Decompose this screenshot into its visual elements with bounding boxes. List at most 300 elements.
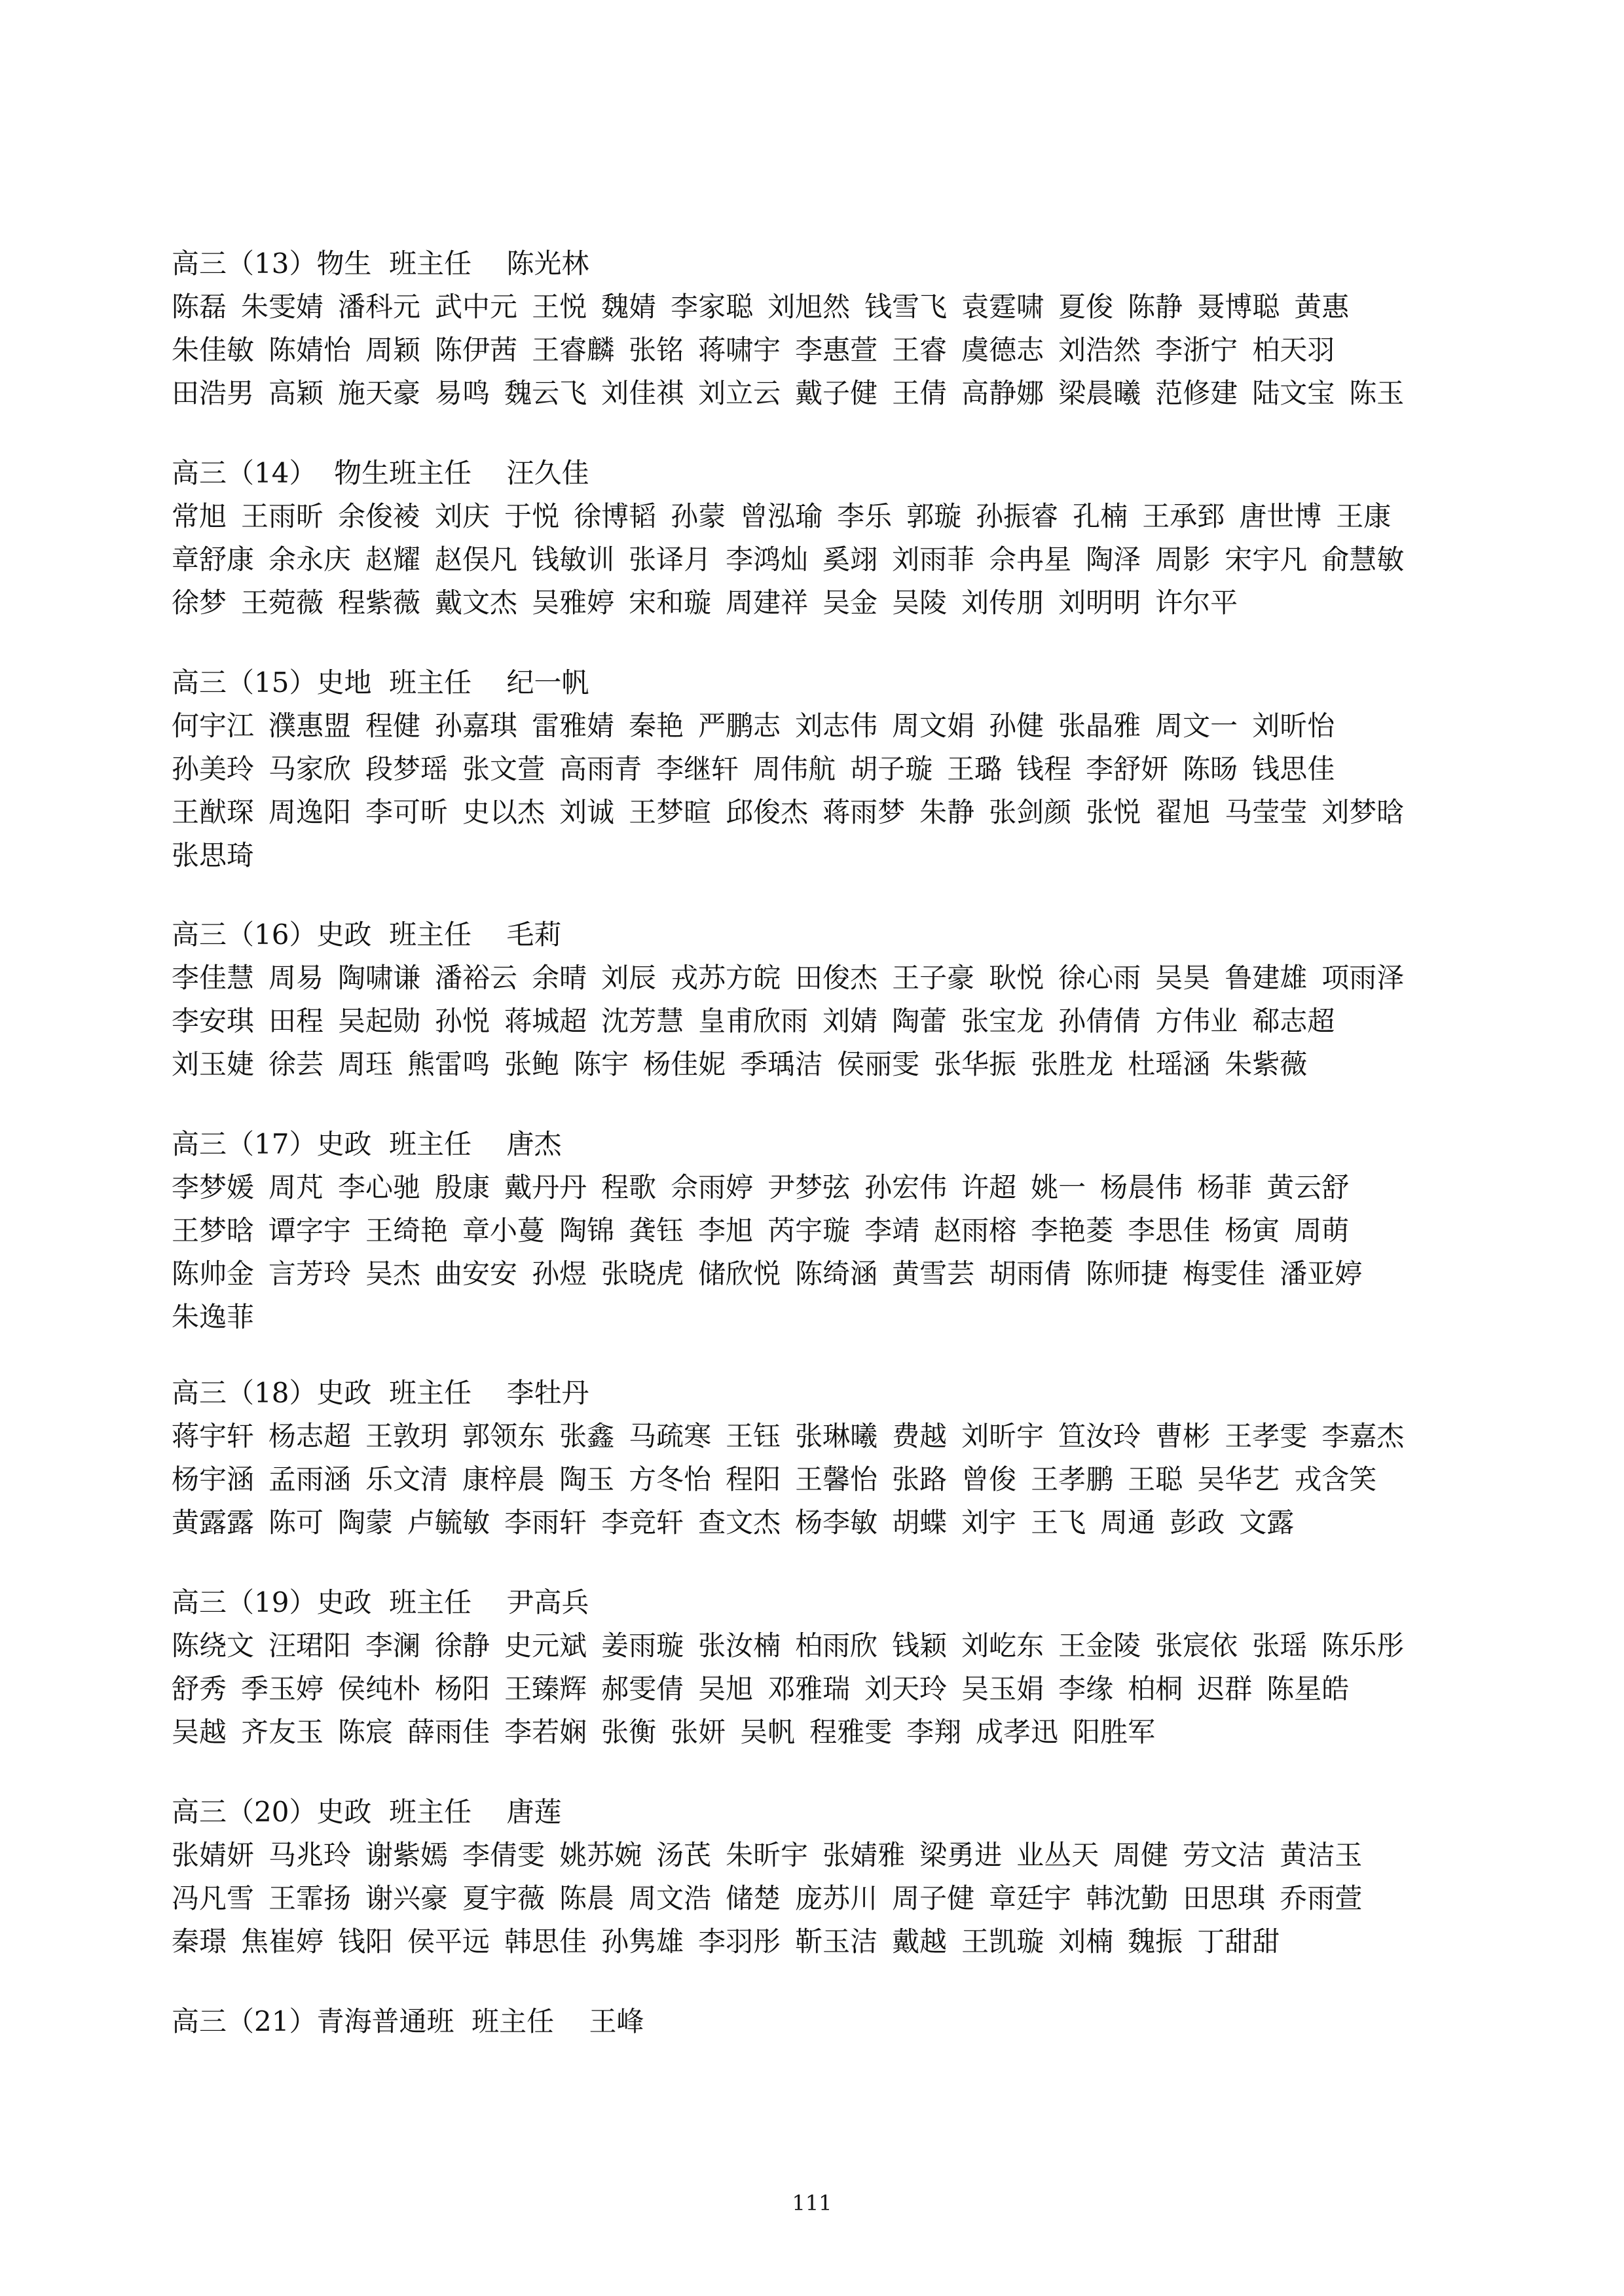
student-name: 王孝鹏 xyxy=(1031,1463,1114,1495)
student-name: 朱雯婧 xyxy=(241,291,324,323)
student-name: 陶蕾 xyxy=(892,1005,948,1037)
student-name: 康梓晨 xyxy=(462,1463,545,1495)
name-row xyxy=(172,1920,1475,1963)
student-name: 王梦晗 xyxy=(172,1214,255,1247)
student-name: 聂博聪 xyxy=(1197,291,1280,323)
student-name: 周芃 xyxy=(268,1171,324,1203)
student-name: 程健 xyxy=(365,710,421,742)
student-name: 赵耀 xyxy=(365,543,421,575)
student-name: 周颖 xyxy=(365,334,421,366)
student-name: 吴杰 xyxy=(365,1258,421,1290)
student-name: 李继轩 xyxy=(656,753,739,785)
student-name: 孔楠 xyxy=(1073,500,1128,532)
class-header: 高三（13）物生 班主任 陈光林 xyxy=(172,247,589,280)
student-names xyxy=(172,1834,1475,1963)
name-row xyxy=(172,581,1475,625)
student-name: 殷康 xyxy=(435,1171,490,1203)
student-name: 鲁建雄 xyxy=(1225,962,1308,994)
student-name: 陈帅金 xyxy=(172,1258,255,1290)
student-name: 张妍 xyxy=(671,1716,726,1748)
student-name: 冯凡雪 xyxy=(172,1882,255,1914)
student-name: 陈绕文 xyxy=(172,1630,255,1662)
student-name: 邓雅瑞 xyxy=(767,1673,851,1705)
student-name: 戴子健 xyxy=(795,377,878,409)
student-name: 孙振睿 xyxy=(976,500,1059,532)
student-name: 王雨昕 xyxy=(241,500,324,532)
name-row xyxy=(172,495,1475,538)
student-name: 李旭 xyxy=(698,1214,754,1247)
student-name: 劳文洁 xyxy=(1183,1839,1266,1871)
student-name: 孙隽雄 xyxy=(601,1925,684,1958)
student-name: 吴雅婷 xyxy=(532,587,615,619)
class-section xyxy=(172,2000,1475,2043)
student-name: 吴陵 xyxy=(892,587,948,619)
name-row xyxy=(172,1415,1475,1458)
student-name: 周健 xyxy=(1113,1839,1169,1871)
student-name: 夏俊 xyxy=(1058,291,1114,323)
student-name: 韩沈勤 xyxy=(1086,1882,1169,1914)
student-name: 王菀薇 xyxy=(241,587,324,619)
student-name: 严鹏志 xyxy=(698,710,781,742)
name-row xyxy=(172,791,1475,834)
student-name: 王睿 xyxy=(892,334,948,366)
class-section xyxy=(172,1123,1475,1339)
student-name: 田程 xyxy=(268,1005,324,1037)
student-name: 张瑶 xyxy=(1252,1630,1308,1662)
student-name: 李心驰 xyxy=(338,1171,421,1203)
student-names xyxy=(172,285,1475,415)
student-name: 刘玉婕 xyxy=(172,1048,255,1080)
student-name: 陈磊 xyxy=(172,291,227,323)
student-name: 彭政 xyxy=(1170,1506,1225,1539)
student-name: 曾泓瑜 xyxy=(740,500,823,532)
class-section xyxy=(172,913,1475,1086)
student-name: 耿悦 xyxy=(989,962,1044,994)
student-name: 李雨轩 xyxy=(504,1506,587,1539)
student-name: 虞德志 xyxy=(961,334,1044,366)
student-name: 汤芪 xyxy=(656,1839,712,1871)
student-name: 马兆玲 xyxy=(268,1839,352,1871)
student-name: 吴玉娟 xyxy=(961,1673,1044,1705)
student-name: 杨志超 xyxy=(268,1420,352,1452)
student-name: 张宸依 xyxy=(1155,1630,1238,1662)
student-name: 皇甫欣雨 xyxy=(698,1005,809,1037)
student-name: 陶啸谦 xyxy=(338,962,421,994)
student-name: 常旭 xyxy=(172,500,227,532)
class-header: 高三（15）史地 班主任 纪一帆 xyxy=(172,666,589,699)
class-header: 高三（18）史政 班主任 李牡丹 xyxy=(172,1377,589,1409)
student-name: 陈可 xyxy=(268,1506,324,1539)
student-name: 田浩男 xyxy=(172,377,255,409)
student-name: 李竞轩 xyxy=(601,1506,684,1539)
student-name: 侯纯朴 xyxy=(338,1673,421,1705)
name-row xyxy=(172,704,1475,748)
student-name: 蒋城超 xyxy=(504,1005,587,1037)
student-name: 刘庆 xyxy=(435,500,490,532)
student-name: 周文一 xyxy=(1155,710,1238,742)
student-name: 朱紫薇 xyxy=(1225,1048,1308,1080)
name-row xyxy=(172,1501,1475,1544)
student-name: 潘亚婷 xyxy=(1280,1258,1363,1290)
name-row xyxy=(172,1209,1475,1252)
student-name: 丁甜甜 xyxy=(1197,1925,1280,1958)
student-name: 曲安安 xyxy=(435,1258,518,1290)
name-row xyxy=(172,1458,1475,1501)
student-name: 周通 xyxy=(1100,1506,1156,1539)
name-row xyxy=(172,1624,1475,1667)
student-name: 李可昕 xyxy=(365,796,449,828)
student-name: 孙嘉琪 xyxy=(435,710,518,742)
student-name: 张译月 xyxy=(629,543,712,575)
student-name: 王钰 xyxy=(726,1420,781,1452)
student-name: 潘裕云 xyxy=(435,962,518,994)
student-name: 王睿麟 xyxy=(532,334,615,366)
student-name: 徐静 xyxy=(435,1630,490,1662)
student-name: 范修建 xyxy=(1155,377,1238,409)
student-name: 刘诚 xyxy=(559,796,615,828)
student-name: 刘宇 xyxy=(961,1506,1017,1539)
name-row xyxy=(172,748,1475,791)
student-name: 王康 xyxy=(1336,500,1392,532)
student-name: 张晶雅 xyxy=(1058,710,1141,742)
student-name: 刘辰 xyxy=(601,962,657,994)
student-name: 孙悦 xyxy=(435,1005,490,1037)
student-name: 杨佳妮 xyxy=(643,1048,726,1080)
student-name: 余晴 xyxy=(532,962,587,994)
student-name: 孟雨涵 xyxy=(268,1463,352,1495)
student-name: 王子豪 xyxy=(892,962,975,994)
student-name: 查文杰 xyxy=(698,1506,781,1539)
name-row xyxy=(172,1252,1475,1296)
student-name: 王倩 xyxy=(892,377,948,409)
student-name: 宋宇凡 xyxy=(1225,543,1308,575)
student-name: 孙美玲 xyxy=(172,753,255,785)
student-name: 王悦 xyxy=(532,291,587,323)
student-name: 杨宇涵 xyxy=(172,1463,255,1495)
student-name: 王孝雯 xyxy=(1225,1420,1308,1452)
student-name: 李鸿灿 xyxy=(726,543,809,575)
student-name: 张衡 xyxy=(601,1716,657,1748)
student-name: 郭璇 xyxy=(906,500,962,532)
student-name: 卢毓敏 xyxy=(407,1506,490,1539)
student-name: 姚一 xyxy=(1031,1171,1086,1203)
student-name: 吴昊 xyxy=(1155,962,1211,994)
student-name: 于悦 xyxy=(504,500,560,532)
student-name: 陈伊茜 xyxy=(435,334,518,366)
class-header: 高三（17）史政 班主任 唐杰 xyxy=(172,1128,562,1160)
student-name: 戎苏方皖 xyxy=(671,962,781,994)
student-name: 刘佳祺 xyxy=(601,377,684,409)
student-name: 秦艳 xyxy=(629,710,684,742)
student-name: 侯丽雯 xyxy=(837,1048,920,1080)
student-name: 刘志伟 xyxy=(795,710,878,742)
student-name: 谢紫嫣 xyxy=(365,1839,449,1871)
student-names xyxy=(172,1415,1475,1544)
student-name: 刘梦晗 xyxy=(1321,796,1405,828)
student-name: 杨菲 xyxy=(1197,1171,1253,1203)
student-name: 戴文杰 xyxy=(435,587,518,619)
student-name: 李靖 xyxy=(864,1214,920,1247)
name-row xyxy=(172,1296,1475,1339)
student-name: 蒋雨梦 xyxy=(822,796,906,828)
page-number: 111 xyxy=(792,2191,832,2215)
student-name: 李嘉杰 xyxy=(1321,1420,1405,1452)
name-row xyxy=(172,1711,1475,1754)
student-name: 黄惠 xyxy=(1294,291,1350,323)
student-name: 李惠萱 xyxy=(795,334,878,366)
student-name: 史元斌 xyxy=(504,1630,587,1662)
student-name: 佘雨婷 xyxy=(671,1171,754,1203)
student-name: 文露 xyxy=(1239,1506,1295,1539)
class-header: 高三（16）史政 班主任 毛莉 xyxy=(172,919,562,951)
student-name: 周影 xyxy=(1155,543,1211,575)
student-name: 许超 xyxy=(961,1171,1017,1203)
student-name: 钱阳 xyxy=(338,1925,394,1958)
student-name: 杨阳 xyxy=(435,1673,490,1705)
student-name: 阳胜军 xyxy=(1073,1716,1156,1748)
student-name: 王聪 xyxy=(1128,1463,1183,1495)
student-name: 沈芳慧 xyxy=(601,1005,684,1037)
name-row xyxy=(172,957,1475,1000)
student-name: 迟群 xyxy=(1197,1673,1253,1705)
student-name: 姜雨璇 xyxy=(601,1630,684,1662)
student-name: 马莹莹 xyxy=(1225,796,1308,828)
student-name: 徐心雨 xyxy=(1058,962,1141,994)
student-name: 陈婧怡 xyxy=(268,334,352,366)
student-name: 吴华艺 xyxy=(1197,1463,1280,1495)
name-row xyxy=(172,834,1475,877)
student-name: 高雨青 xyxy=(559,753,642,785)
student-name: 梁勇进 xyxy=(919,1839,1003,1871)
student-name: 李舒妍 xyxy=(1086,753,1169,785)
student-name: 陈师捷 xyxy=(1086,1258,1169,1290)
student-name: 孙倩倩 xyxy=(1058,1005,1141,1037)
student-name: 刘传朋 xyxy=(961,587,1044,619)
student-name: 孙宏伟 xyxy=(864,1171,948,1203)
student-name: 钱思佳 xyxy=(1252,753,1335,785)
student-name: 柏雨欣 xyxy=(795,1630,878,1662)
student-name: 吴越 xyxy=(172,1716,227,1748)
student-name: 王绮艳 xyxy=(365,1214,449,1247)
student-name: 周子健 xyxy=(892,1882,975,1914)
student-name: 蒋宇轩 xyxy=(172,1420,255,1452)
student-name: 周珏 xyxy=(338,1048,394,1080)
student-name: 邱俊杰 xyxy=(726,796,809,828)
student-name: 秦璟 xyxy=(172,1925,227,1958)
name-row xyxy=(172,1166,1475,1209)
student-name: 高静娜 xyxy=(961,377,1044,409)
name-row xyxy=(172,1043,1475,1086)
student-name: 刘浩然 xyxy=(1058,334,1141,366)
student-name: 雷雅婧 xyxy=(532,710,615,742)
student-name: 刘天玲 xyxy=(864,1673,948,1705)
student-name: 王璐 xyxy=(947,753,1003,785)
student-name: 钱程 xyxy=(1016,753,1072,785)
student-names xyxy=(172,495,1475,625)
student-name: 杨寅 xyxy=(1225,1214,1280,1247)
student-name: 张思琦 xyxy=(172,839,255,871)
student-name: 吴起勋 xyxy=(338,1005,421,1037)
student-name: 靳玉洁 xyxy=(795,1925,878,1958)
student-name: 张鲍 xyxy=(504,1048,560,1080)
student-name: 张宝龙 xyxy=(961,1005,1044,1037)
student-name: 曹彬 xyxy=(1155,1420,1211,1452)
student-name: 张婧妍 xyxy=(172,1839,255,1871)
student-name: 戎含笑 xyxy=(1294,1463,1377,1495)
student-name: 俞慧敏 xyxy=(1321,543,1405,575)
name-row xyxy=(172,1834,1475,1877)
student-name: 段梦瑶 xyxy=(365,753,449,785)
student-name: 李浙宁 xyxy=(1155,334,1238,366)
student-name: 王金陵 xyxy=(1058,1630,1141,1662)
student-name: 孙蒙 xyxy=(671,500,726,532)
student-name: 夏宇薇 xyxy=(462,1882,545,1914)
student-name: 汪珺阳 xyxy=(268,1630,352,1662)
student-name: 马疏寒 xyxy=(629,1420,712,1452)
student-name: 唐世博 xyxy=(1239,500,1322,532)
name-row xyxy=(172,538,1475,581)
student-name: 易鸣 xyxy=(435,377,490,409)
student-name: 何宇江 xyxy=(172,710,255,742)
student-name: 陈乐彤 xyxy=(1321,1630,1405,1662)
student-name: 刘旭然 xyxy=(767,291,851,323)
student-name: 杨李敏 xyxy=(795,1506,878,1539)
student-name: 张华振 xyxy=(934,1048,1017,1080)
student-name: 刘昕怡 xyxy=(1252,710,1335,742)
student-name: 陶蒙 xyxy=(338,1506,394,1539)
student-name: 姚苏婉 xyxy=(559,1839,642,1871)
student-name: 舒秀 xyxy=(172,1673,227,1705)
student-name: 费越 xyxy=(892,1420,948,1452)
student-name: 章廷宇 xyxy=(989,1882,1072,1914)
student-name: 李艳菱 xyxy=(1031,1214,1114,1247)
class-section xyxy=(172,242,1475,415)
student-name: 周建祥 xyxy=(726,587,809,619)
student-name: 季玉婷 xyxy=(241,1673,324,1705)
student-name: 施天豪 xyxy=(338,377,421,409)
name-row xyxy=(172,285,1475,329)
student-name: 刘立云 xyxy=(698,377,781,409)
student-name: 余永庆 xyxy=(268,543,352,575)
student-name: 尹梦弦 xyxy=(767,1171,851,1203)
student-name: 李澜 xyxy=(365,1630,421,1662)
student-name: 武中元 xyxy=(435,291,518,323)
student-name: 言芳玲 xyxy=(268,1258,352,1290)
student-name: 高颖 xyxy=(268,377,324,409)
student-name: 赵雨榕 xyxy=(934,1214,1017,1247)
class-header: 高三（20）史政 班主任 唐莲 xyxy=(172,1796,562,1828)
student-name: 徐芸 xyxy=(268,1048,324,1080)
student-name: 王凯璇 xyxy=(961,1925,1044,1958)
student-name: 陈宇 xyxy=(574,1048,629,1080)
student-name: 芮宇璇 xyxy=(767,1214,851,1247)
student-name: 王承郅 xyxy=(1142,500,1225,532)
student-name: 张铭 xyxy=(629,334,684,366)
class-header: 高三（21）青海普通班 班主任 王峰 xyxy=(172,2005,644,2037)
student-name: 周文娟 xyxy=(892,710,975,742)
student-name: 方伟业 xyxy=(1155,1005,1238,1037)
student-name: 孙煜 xyxy=(532,1258,587,1290)
student-name: 章舒康 xyxy=(172,543,255,575)
student-name: 朱佳敏 xyxy=(172,334,255,366)
student-name: 王馨怡 xyxy=(795,1463,878,1495)
student-name: 曾俊 xyxy=(961,1463,1017,1495)
student-name: 柏桐 xyxy=(1128,1673,1183,1705)
student-name: 业丛天 xyxy=(1016,1839,1099,1871)
class-header: 高三（14） 物生班主任 汪久佳 xyxy=(172,457,589,489)
student-name: 章小蔓 xyxy=(462,1214,545,1247)
name-row xyxy=(172,1877,1475,1920)
student-name: 程阳 xyxy=(726,1463,781,1495)
student-name: 陈晨 xyxy=(559,1882,615,1914)
student-name: 薛雨佳 xyxy=(407,1716,490,1748)
student-name: 成孝迅 xyxy=(976,1716,1059,1748)
student-name: 李缘 xyxy=(1058,1673,1114,1705)
student-name: 周萌 xyxy=(1294,1214,1350,1247)
student-name: 陈宸 xyxy=(338,1716,394,1748)
student-name: 张胜龙 xyxy=(1031,1048,1114,1080)
student-name: 柏天羽 xyxy=(1252,334,1335,366)
student-name: 马家欣 xyxy=(268,753,352,785)
student-name: 杜瑶涵 xyxy=(1128,1048,1211,1080)
name-row xyxy=(172,372,1475,415)
student-name: 黄雪芸 xyxy=(892,1258,975,1290)
student-names xyxy=(172,1624,1475,1754)
student-name: 张鑫 xyxy=(559,1420,615,1452)
student-name: 王梦暄 xyxy=(629,796,712,828)
student-name: 黄云舒 xyxy=(1266,1171,1350,1203)
student-name: 宋和璇 xyxy=(629,587,712,619)
student-name: 刘婧 xyxy=(822,1005,878,1037)
student-names xyxy=(172,1166,1475,1339)
student-name: 郝雯倩 xyxy=(601,1673,684,1705)
student-names xyxy=(172,704,1475,877)
student-name: 李家聪 xyxy=(671,291,754,323)
student-name: 张婧雅 xyxy=(822,1839,906,1871)
class-section xyxy=(172,1372,1475,1544)
student-name: 笪汝玲 xyxy=(1058,1420,1141,1452)
student-name: 张路 xyxy=(892,1463,948,1495)
student-name: 谢兴豪 xyxy=(365,1882,449,1914)
student-name: 王臻辉 xyxy=(504,1673,587,1705)
student-name: 陈旸 xyxy=(1183,753,1238,785)
student-name: 李佳慧 xyxy=(172,962,255,994)
student-name: 王猷琛 xyxy=(172,796,255,828)
student-name: 储楚 xyxy=(726,1882,781,1914)
student-name: 陶玉 xyxy=(559,1463,615,1495)
student-name: 赵俣凡 xyxy=(435,543,518,575)
student-name: 梁晨曦 xyxy=(1058,377,1141,409)
student-name: 张文萱 xyxy=(462,753,545,785)
student-name: 储欣悦 xyxy=(698,1258,781,1290)
student-name: 李梦媛 xyxy=(172,1171,255,1203)
student-name: 黄露露 xyxy=(172,1506,255,1539)
name-row xyxy=(172,1667,1475,1711)
student-name: 乐文清 xyxy=(365,1463,449,1495)
student-name: 谭字宇 xyxy=(268,1214,352,1247)
student-name: 刘雨菲 xyxy=(892,543,975,575)
student-name: 王霏扬 xyxy=(268,1882,352,1914)
student-name: 钱敏训 xyxy=(532,543,615,575)
student-name: 许尔平 xyxy=(1155,587,1238,619)
student-name: 刘屹东 xyxy=(961,1630,1044,1662)
student-name: 王飞 xyxy=(1031,1506,1086,1539)
student-name: 吴帆 xyxy=(740,1716,796,1748)
name-row xyxy=(172,329,1475,372)
student-name: 李安琪 xyxy=(172,1005,255,1037)
student-name: 胡子璇 xyxy=(850,753,933,785)
student-name: 陈静 xyxy=(1128,291,1183,323)
